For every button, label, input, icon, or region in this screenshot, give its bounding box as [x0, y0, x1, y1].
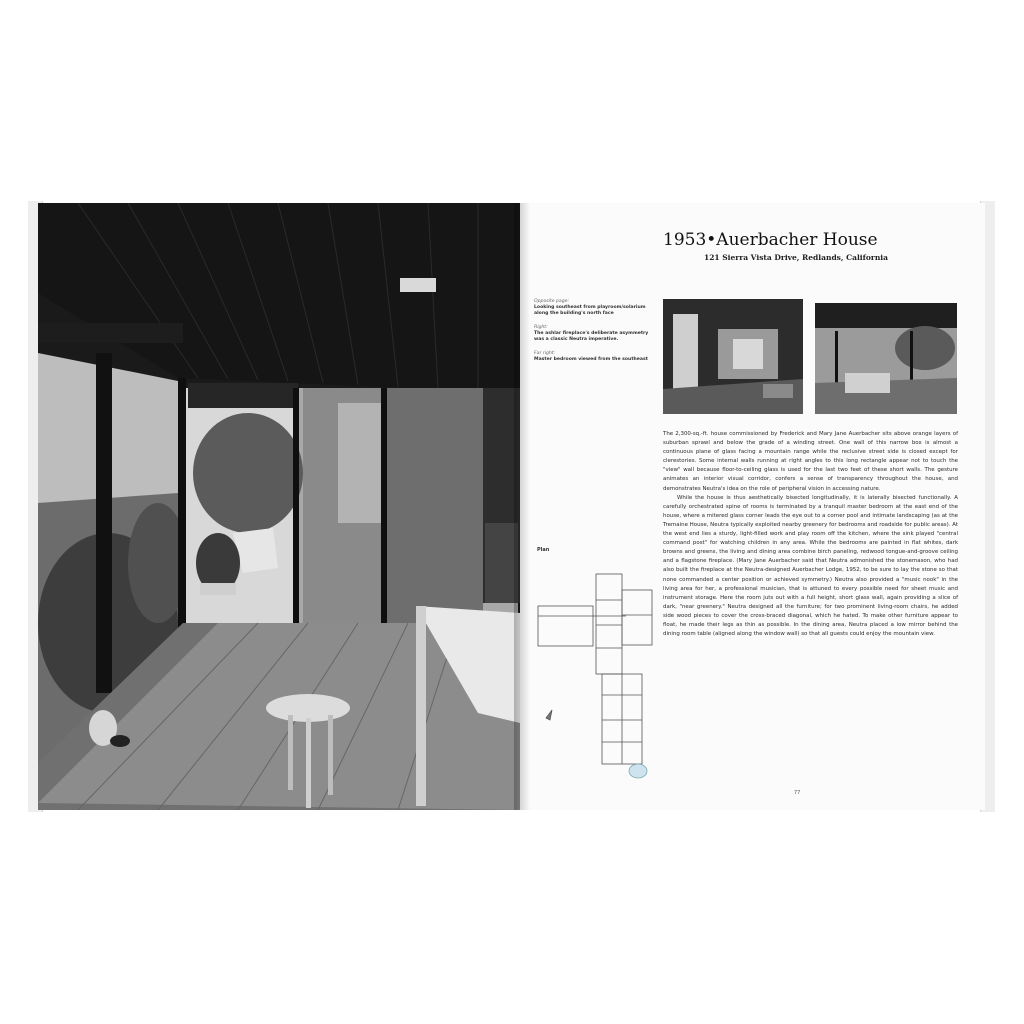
fireplace-photo — [663, 299, 803, 414]
caption-text: Looking southeast from playroom/solarium along the building's north face — [534, 305, 646, 316]
caption-label: Opposite page: — [534, 299, 570, 304]
title-name: Auerbacher House — [716, 230, 878, 250]
article-body — [663, 430, 958, 639]
page-subtitle-address: 121 Sierra Vista Drive, Redlands, California — [704, 253, 888, 262]
caption-column — [534, 299, 652, 363]
paragraph: The 2,300-sq.-ft. house commissioned by Frederick and Mary Jane Auerbacher sits above orange layers of suburban sprawl and below the grade of a winding street. One wall of this narrow box is almost a continuous plane of glass facing a mountain range while the reclusive street side is closed except for clerestories. Some internal walls running at right angles to this long rectangle appear not to touch the "view" wall because floor-to-ceiling glass is used for the last two feet of these short walls. The gesture animates an interior visual corridor, confers a sense of transparency throughout the house, and demonstrates Neutra's idea on the role of peripheral vision in accessing nature. — [663, 431, 958, 492]
caption-label: Far right: — [534, 351, 556, 356]
book-gutter — [514, 203, 530, 810]
paragraph: While the house is thus aesthetically bisected longitudinally, it is laterally bisected functionally. A carefully orchestrated spine of rooms is terminated by a tranquil master bedroom at the east end of the house, where a mitered glass corner leads the eye out to a corner pool and intimate landscaping (as at the Tremaine House, Neutra typically exploited nearby greenery for bedrooms and roadside for public areas). At the west end lies a sturdy, light-filled work and play room off the kitchen, where the sink played "central command post" for watching children in any area. While the bedrooms are painted in flat whites, dark browns and greens, the living and dining area combine birch paneling, redwood tongue-and-groove ceiling and a flagstone fireplace. (Mary Jane Auerbacher said that Neutra admonished the stonemason, who had also built the fireplace at the Neutra-designed Auerbacher Lodge, 1952, to be sure to lay the stone so that none commanded a center position or achieved symmetry.) Neutra also provided a "music nook" in the living area for her, a professional musician, that is attuned to every possible need for sheet music and instrument storage. Here the room juts out with a full height, short glass wall, again providing a slice of dark, "near greenery." Neutra designed all the furniture; for two prominent living-room chairs, he added side wood pieces to cover the cross-braced diagonal, which he hated. To make other furniture appear to float, he made their legs as thin as possible. In the dining area, Neutra placed a low mirror behind the dining room table (aligned along the window wall) so that all guests could enjoy the mountain view. — [663, 494, 958, 638]
plan-label: Plan — [537, 547, 550, 553]
title-separator: • — [706, 230, 717, 250]
caption-label: Right: — [534, 325, 548, 330]
master-bedroom-photo — [815, 303, 957, 414]
title-year: 1953 — [663, 230, 707, 250]
caption-text: The ashlar fireplace's deliberate asymmetry was a classic Neutra imperative. — [534, 331, 649, 342]
interior-photograph — [38, 203, 520, 810]
page-title — [663, 230, 878, 250]
page-number: 77 — [794, 790, 801, 796]
caption-text: Master bedroom viewed from the southeast — [534, 357, 648, 362]
floor-plan-drawing — [536, 570, 661, 789]
